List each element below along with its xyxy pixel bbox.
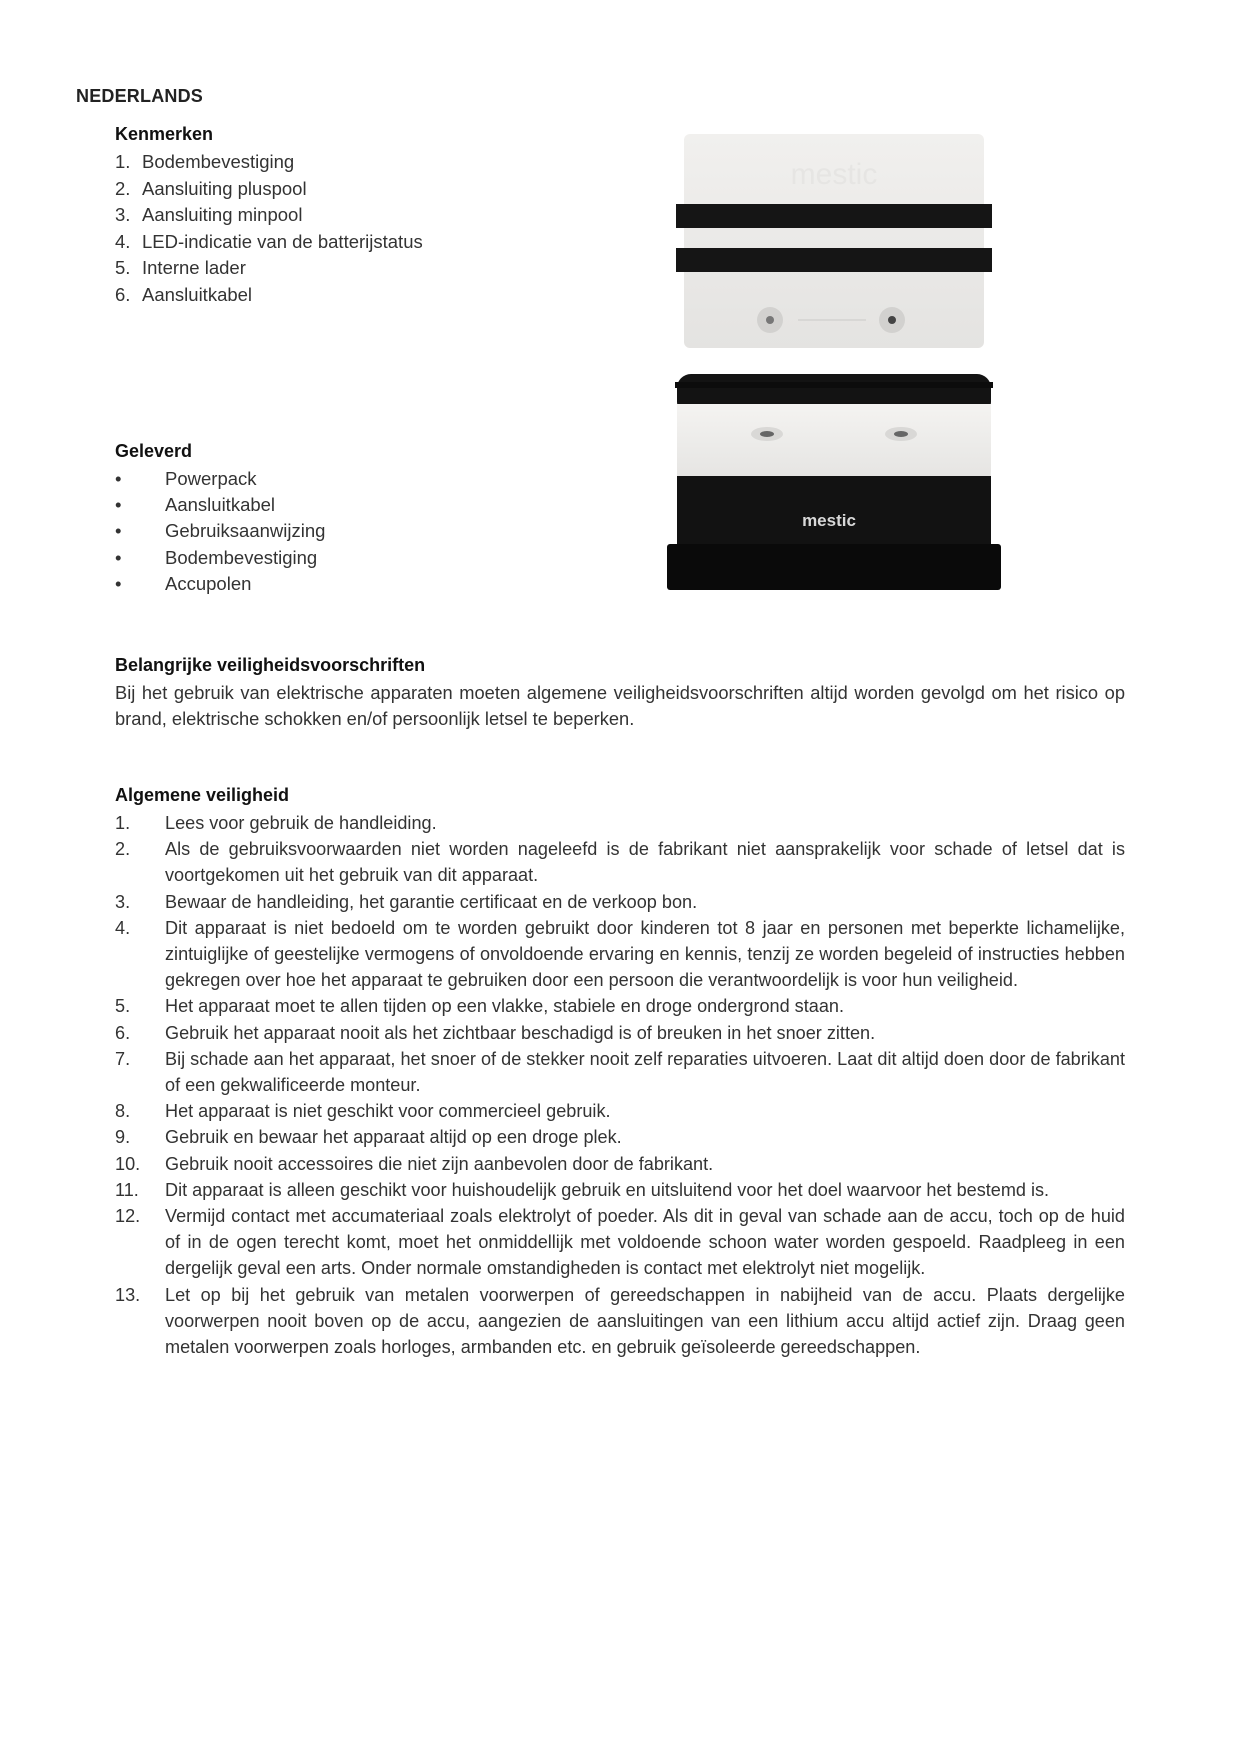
item-text: Aansluiting pluspool	[142, 177, 307, 199]
list-item	[115, 229, 635, 256]
list-item	[115, 545, 635, 571]
list-item	[115, 492, 635, 518]
item-text: Aansluitkabel	[142, 283, 253, 305]
list-item	[115, 1282, 1125, 1361]
item-number: 11.	[115, 1179, 139, 1200]
item-text: LED-indicatie van de batterijstatus	[142, 230, 423, 252]
item-text: Als de gebruiksvoorwaarden niet worden nageleefd is de fabrikant niet aansprakelijk voor schade of letsel dat is voortgekomen uit het gebruik van dit apparaat.	[165, 839, 1125, 886]
item-text: Bewaar de handleiding, het garantie certificaat en de verkoop bon.	[165, 891, 698, 912]
general-safety-title: Algemene veiligheid	[115, 785, 290, 805]
item-text: Dit apparaat is alleen geschikt voor huishoudelijk gebruik en uitsluitend voor het doel waarvoor het bestemd is.	[165, 1179, 1050, 1200]
item-number: 6.	[115, 1022, 131, 1043]
item-number: 4.	[115, 230, 131, 252]
item-text: Vermijd contact met accumateriaal zoals elektrolyt of poeder. Als dit in geval van schade aan de accu, toch op de huid of in de ogen terecht komt, moet het onmiddellijk met voldoende schoon water worden gespoeld. Raadpleeg in een dergelijk geval een arts. Onder normale omstandigheden is contact met elektrolyt niet mogelijk.	[165, 1206, 1125, 1279]
list-item	[115, 915, 1125, 994]
powerpack-front-view-image	[665, 372, 1003, 592]
bullet-icon: •	[115, 546, 122, 568]
item-text: Aansluitkabel	[165, 494, 276, 516]
item-text: Het apparaat moet te allen tijden op een vlakke, stabiele en droge ondergrond staan.	[165, 996, 844, 1017]
list-item	[115, 1098, 1125, 1124]
features-title: Kenmerken	[115, 124, 214, 144]
safety-rules-section	[115, 655, 1125, 733]
item-text: Dit apparaat is niet bedoeld om te worden gebruikt door kinderen tot 8 jaar en personen met beperkte lichamelijke, zintuiglijke of geestelijke vermogens of onvoldoende ervaring en kennis, tenzij ze worden begeleid of instructies hebben gekregen over hoe het apparaat te gebruiken door een persoon die verantwoordelijk is voor hun veiligheid.	[165, 917, 1125, 991]
brand-embossed-text: mestic	[790, 158, 878, 191]
item-number: 5.	[115, 996, 131, 1017]
item-text: Accupolen	[165, 572, 252, 594]
item-text: Powerpack	[165, 468, 257, 489]
item-text: Bodembevestiging	[142, 151, 295, 172]
item-text: Het apparaat is niet geschikt voor commercieel gebruik.	[165, 1101, 611, 1122]
safety-rules-body: Bij het gebruik van elektrische apparaten moeten algemene veiligheidsvoorschriften altijd worden gevolgd om het risico op brand, elektrische schokken en/of persoonlijk letsel te beperken.	[115, 682, 1125, 730]
delivered-title: Geleverd	[115, 441, 193, 461]
list-item	[115, 202, 635, 229]
bullet-icon: •	[115, 468, 122, 489]
list-item	[115, 282, 635, 309]
list-item	[115, 255, 635, 282]
safety-rules-title: Belangrijke veiligheidsvoorschriften	[115, 655, 426, 675]
list-item	[115, 1203, 1125, 1282]
item-text: Lees voor gebruik de handleiding.	[165, 813, 437, 833]
list-item	[115, 993, 1125, 1019]
item-number: 12.	[115, 1206, 141, 1227]
list-item	[115, 1020, 1125, 1046]
item-text: Gebruiksaanwijzing	[165, 520, 326, 542]
brand-logo-text: mestic	[802, 511, 856, 530]
item-number: 2.	[115, 177, 131, 199]
list-item	[115, 1124, 1125, 1150]
item-text: Gebruik het apparaat nooit als het zichtbaar beschadigd is of breuken in het snoer zitten.	[165, 1022, 876, 1043]
delivered-section	[115, 441, 635, 597]
item-number: 1.	[115, 813, 131, 833]
item-number: 2.	[115, 839, 131, 860]
item-text: Aansluiting minpool	[142, 204, 303, 226]
item-text: Gebruik en bewaar het apparaat altijd op een droge plek.	[165, 1127, 622, 1148]
item-text: Bodembevestiging	[165, 546, 318, 568]
list-item	[115, 810, 1125, 836]
item-number: 13.	[115, 1284, 141, 1305]
list-item	[115, 571, 635, 597]
list-item	[115, 1151, 1125, 1177]
bullet-icon: •	[115, 520, 122, 542]
powerpack-top-view-image	[676, 132, 992, 348]
item-text: Interne lader	[142, 257, 246, 279]
list-item	[115, 836, 1125, 888]
list-item	[115, 889, 1125, 915]
item-text: Bij schade aan het apparaat, het snoer of de stekker nooit zelf reparaties uitvoeren. Laat dit altijd doen door de fabrikant of een gekwalificeerde monteur.	[165, 1048, 1125, 1096]
item-text: Gebruik nooit accessoires die niet zijn aanbevolen door de fabrikant.	[165, 1153, 714, 1174]
strap	[676, 204, 992, 228]
item-number: 6.	[115, 283, 131, 305]
language-heading: NEDERLANDS	[76, 86, 204, 106]
item-number: 1.	[115, 151, 131, 172]
list-item	[115, 149, 635, 176]
item-number: 7.	[115, 1048, 131, 1069]
item-number: 4.	[115, 917, 131, 938]
item-number: 10.	[115, 1153, 141, 1174]
delivered-list	[115, 466, 635, 597]
strap	[676, 248, 992, 272]
item-text: Let op bij het gebruik van metalen voorwerpen of gereedschappen in nabijheid van de accu. Plaats dergelijke voorwerpen nooit boven op de accu, aangezien de aansluitingen van een lithium accu altijd actief zijn. Draag geen metalen voorwerpen zoals horloges, armbanden etc. en gebruik geïsoleerde gereedschappen.	[165, 1284, 1125, 1358]
general-safety-section	[115, 785, 1125, 1360]
features-list	[115, 149, 635, 309]
list-item	[115, 176, 635, 203]
features-section	[115, 124, 635, 309]
item-number: 3.	[115, 204, 131, 226]
item-number: 8.	[115, 1101, 131, 1122]
item-number: 5.	[115, 257, 131, 279]
list-item	[115, 518, 635, 544]
list-item	[115, 1177, 1125, 1203]
list-item	[115, 466, 635, 492]
general-safety-list	[115, 810, 1125, 1360]
bullet-icon: •	[115, 494, 122, 516]
item-number: 3.	[115, 891, 131, 912]
item-number: 9.	[115, 1127, 131, 1148]
bullet-icon: •	[115, 572, 122, 594]
list-item	[115, 1046, 1125, 1098]
